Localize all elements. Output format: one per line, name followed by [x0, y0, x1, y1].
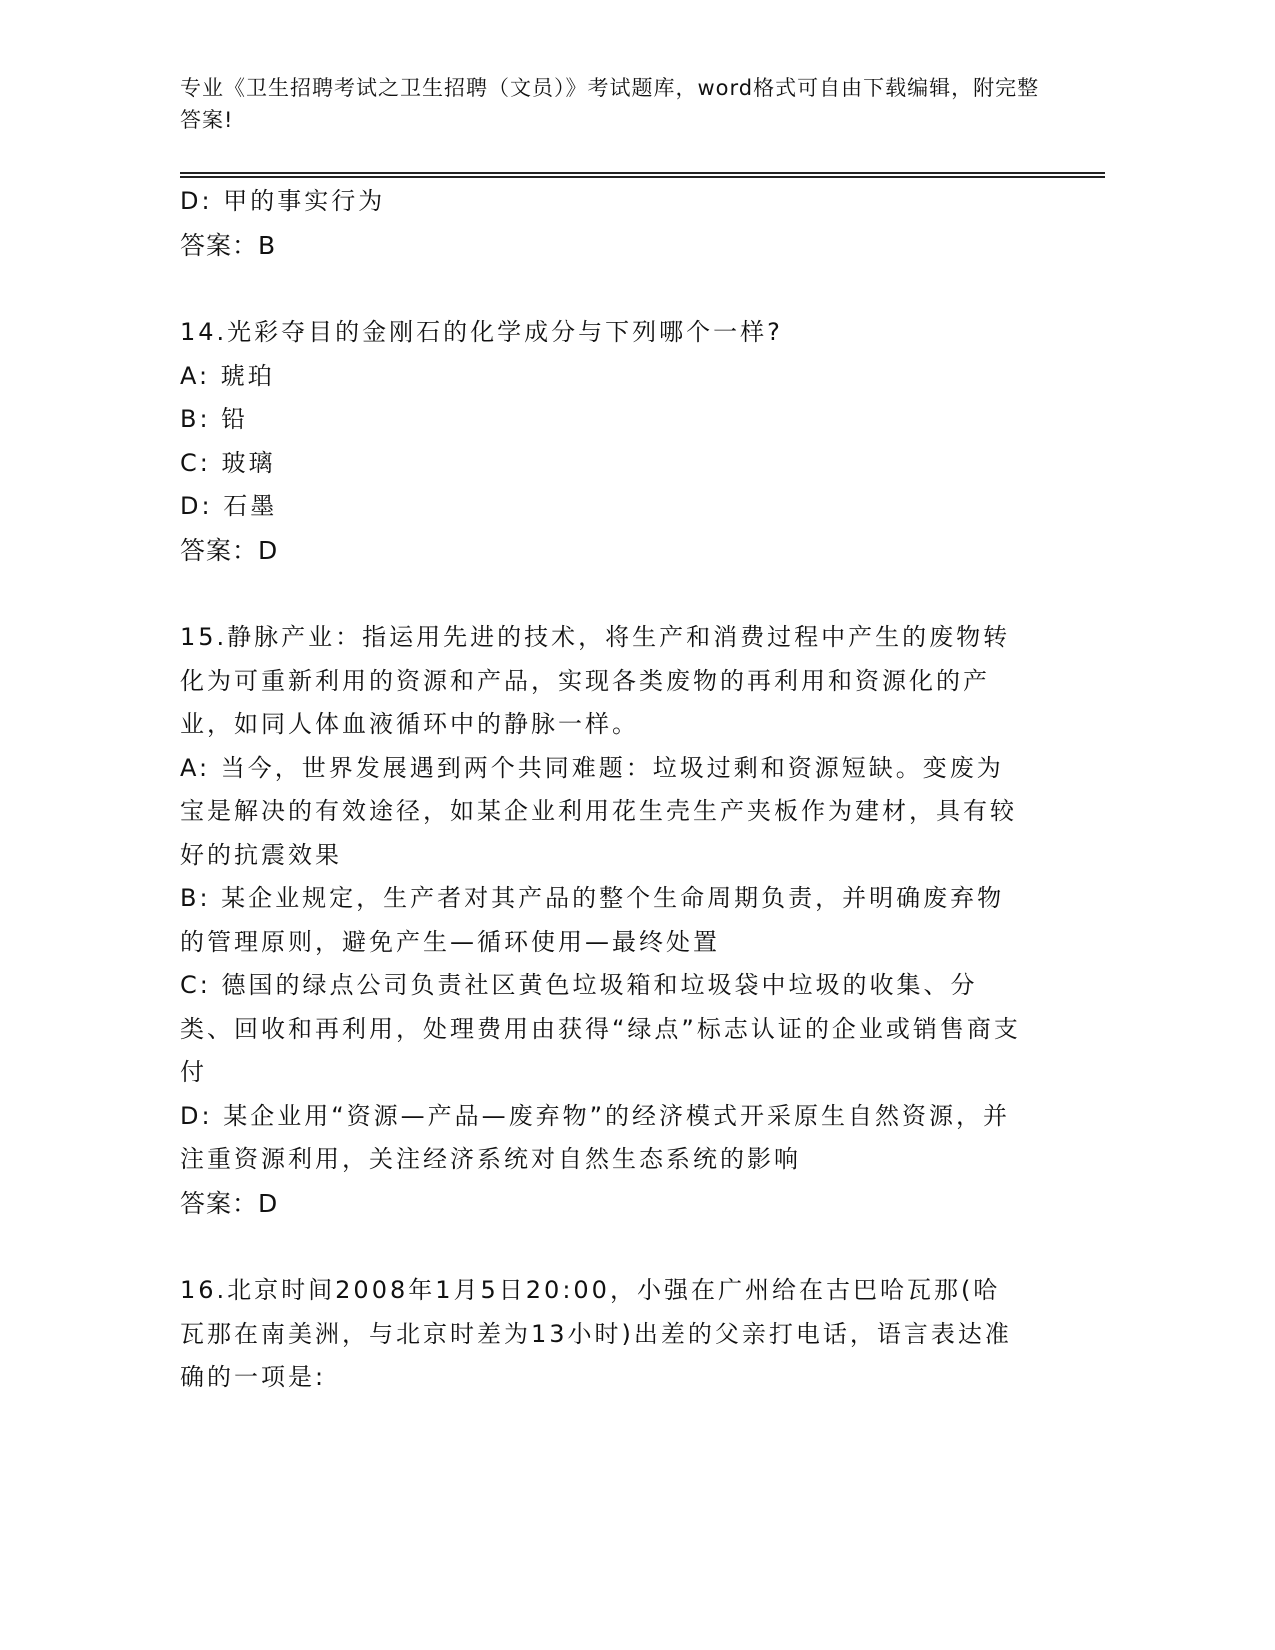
q15-option-c: C: 德国的绿点公司负责社区黄色垃圾箱和垃圾袋中垃圾的收集、分类、回收和再利用，处理费用由获得“绿点”标志认证的企业或销售商支付: [180, 971, 1021, 1086]
q14-option-b: B: 铅: [180, 405, 249, 433]
q16-question: 16.北京时间2008年1月5日20:00，小强在广州给在古巴哈瓦那(哈瓦那在南美洲，与北京时差为13小时)出差的父亲打电话，语言表达准确的一项是:: [180, 1276, 1012, 1391]
q14-option-d: D: 石墨: [180, 492, 278, 520]
q15-answer: 答案：D: [180, 1188, 279, 1218]
spacer: [180, 1225, 1040, 1269]
question-16: [180, 1269, 1040, 1400]
question-14: [180, 311, 1040, 572]
header-divider-bottom: [180, 176, 1105, 178]
question-13-tail: [180, 180, 1040, 267]
q15-option-b: B: 某企业规定，生产者对其产品的整个生命周期负责，并明确废弃物的管理原则，避免产生—循环使用—最终处置: [180, 884, 1005, 956]
q13-option-d: D: 甲的事实行为: [180, 187, 386, 215]
spacer: [180, 267, 1040, 311]
document-body: [180, 180, 1040, 1400]
q14-option-c: C: 玻璃: [180, 448, 276, 477]
question-15: [180, 616, 1040, 1225]
q14-question: 14.光彩夺目的金刚石的化学成分与下列哪个一样?: [180, 318, 783, 346]
q13-answer: 答案：B: [180, 230, 277, 260]
spacer: [180, 572, 1040, 616]
q15-option-a: A: 当今，世界发展遇到两个共同难题：垃圾过剩和资源短缺。变废为宝是解决的有效途径，如某企业利用花生壳生产夹板作为建材，具有较好的抗震效果: [180, 753, 1017, 869]
page-header-text: 专业《卫生招聘考试之卫生招聘（文员）》考试题库，word格式可自由下载编辑，附完整答案!: [180, 76, 1040, 132]
header-divider-top: [180, 172, 1105, 174]
q15-option-d: D: 某企业用“资源—产品—废弃物”的经济模式开采原生自然资源，并注重资源利用，关注经济系统对自然生态系统的影响: [180, 1101, 1011, 1173]
q14-answer: 答案：D: [180, 535, 279, 565]
q14-option-a: A: 琥珀: [180, 361, 275, 390]
q15-question: 15.静脉产业：指运用先进的技术，将生产和消费过程中产生的废物转化为可重新利用的资源和产品，实现各类废物的再利用和资源化的产业，如同人体血液循环中的静脉一样。: [180, 623, 1011, 738]
